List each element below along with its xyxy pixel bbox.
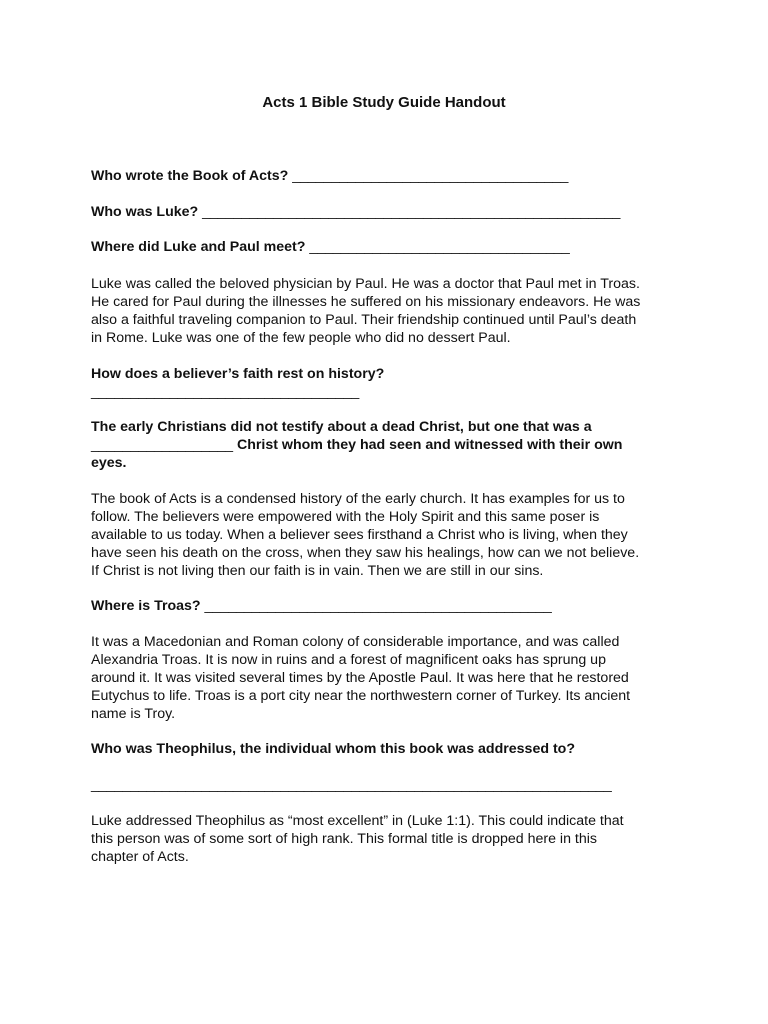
paragraph-line: It was a Macedonian and Roman colony of considerable importance, and was called <box>91 634 620 650</box>
paragraph-line: chapter of Acts. <box>91 849 189 865</box>
paragraph-line: also a faithful traveling companion to Paul. Their friendship continued until Paul’s death <box>91 312 637 328</box>
page-title: Acts 1 Bible Study Guide Handout <box>262 94 506 111</box>
paragraph-line: Alexandria Troas. It is now in ruins and a forest of magnificent oaks has sprung up <box>91 652 606 668</box>
paragraph-theophilus <box>91 812 681 866</box>
paragraph-line: around it. It was visited several times by the Apostle Paul. It was here that he restored <box>91 670 629 686</box>
answer-blank: _________________________________ <box>309 239 570 255</box>
question-where-did-luke-paul-meet <box>91 238 681 256</box>
paragraph-book-of-acts <box>91 490 681 580</box>
paragraph-line: Luke was called the beloved physician by Paul. He was a doctor that Paul met in Troas. <box>91 276 640 292</box>
question-text: Christ whom they had seen and witnessed with their own <box>233 437 623 453</box>
question-faith-rest-on-history <box>91 365 681 401</box>
question-text: Where is Troas? <box>91 598 205 614</box>
paragraph-line: He cared for Paul during the illnesses he suffered on his missionary endeavors. He was <box>91 294 641 310</box>
paragraph-luke <box>91 275 681 347</box>
answer-blank: ___________________________________ <box>292 168 569 184</box>
question-text: Who wrote the Book of Acts? <box>91 168 293 184</box>
question-who-was-theophilus <box>91 740 681 794</box>
answer-blank: __________________ <box>91 437 234 453</box>
paragraph-line: The book of Acts is a condensed history of the early church. It has examples for us to <box>91 491 625 507</box>
paragraph-line: have seen his death on the cross, when they saw his healings, how can we not believe. <box>91 545 640 561</box>
paragraph-line: available to us today. When a believer sees firsthand a Christ who is living, when they <box>91 527 628 543</box>
question-where-is-troas <box>91 597 681 615</box>
question-text: eyes. <box>91 455 127 471</box>
question-text: Who was Theophilus, the individual whom this book was addressed to? <box>91 741 575 757</box>
answer-blank: _____________________________________________________ <box>202 204 621 220</box>
paragraph-line: this person was of some sort of high rank. This formal title is dropped here in this <box>91 831 597 847</box>
question-text: How does a believer’s faith rest on history? <box>91 366 385 382</box>
question-who-wrote-acts <box>91 167 681 185</box>
paragraph-line: Luke addressed Theophilus as “most excellent” in (Luke 1:1). This could indicate that <box>91 813 624 829</box>
question-who-was-luke <box>91 203 681 221</box>
paragraph-line: in Rome. Luke was one of the few people who did no dessert Paul. <box>91 330 511 346</box>
answer-blank: ____________________________________________ <box>204 598 552 614</box>
answer-blank: __________________________________ <box>91 384 360 400</box>
question-text: The early Christians did not testify about a dead Christ, but one that was a <box>91 419 592 435</box>
paragraph-line: follow. The believers were empowered with the Holy Spirit and this same poser is <box>91 509 600 525</box>
answer-blank: __________________________________________________________________ <box>91 777 612 793</box>
question-text: Where did Luke and Paul meet? <box>91 239 310 255</box>
question-text: Who was Luke? <box>91 204 203 220</box>
paragraph-troas <box>91 633 681 723</box>
paragraph-line: Eutychus to life. Troas is a port city near the northwestern corner of Turkey. Its ancient <box>91 688 631 704</box>
question-early-christians <box>91 418 681 472</box>
paragraph-line: If Christ is not living then our faith is in vain. Then we are still in our sins. <box>91 563 544 579</box>
paragraph-line: name is Troy. <box>91 706 176 722</box>
